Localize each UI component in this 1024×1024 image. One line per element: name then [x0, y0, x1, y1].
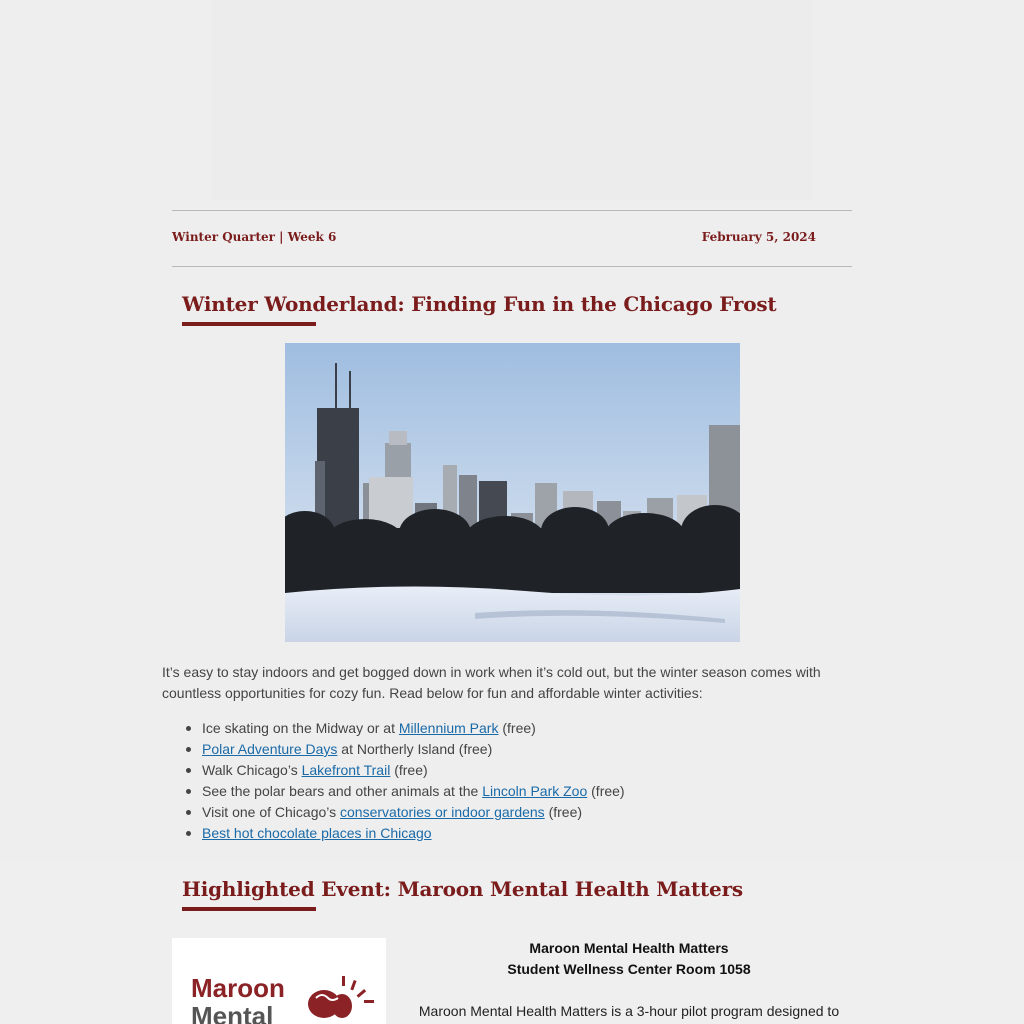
logo-line-2: Mental	[191, 1001, 274, 1024]
event-name: Maroon Mental Health Matters	[529, 940, 729, 956]
activity-text: Walk Chicago’s	[202, 762, 302, 778]
activities-list	[202, 718, 842, 844]
masthead-banner	[212, 0, 812, 200]
event-location: Student Wellness Center Room 1058	[507, 961, 751, 977]
activity-text: (free)	[587, 783, 625, 799]
list-item	[202, 823, 842, 844]
issue-quarter-week: Winter Quarter | Week 6	[172, 230, 337, 244]
event-info	[400, 938, 858, 1022]
divider-bottom	[172, 266, 852, 267]
logo-line-1: Maroon	[191, 973, 285, 1003]
event-title-underline	[182, 907, 316, 911]
issue-bar	[172, 230, 852, 250]
divider-top	[172, 210, 852, 211]
activity-text: (free)	[544, 804, 583, 820]
feature-title-underline	[182, 322, 316, 326]
event-description: Maroon Mental Health Matters is a 3-hour pilot program designed to	[418, 1003, 840, 1019]
bullet-icon	[186, 747, 191, 752]
link-millennium-park[interactable]: Millennium Park	[398, 720, 499, 736]
link-conservatories[interactable]: conservatories or indoor gardens	[340, 804, 545, 820]
link-lakefront-trail[interactable]: Lakefront Trail	[301, 762, 391, 778]
link-polar-adventure-days[interactable]: Polar Adventure Days	[202, 741, 338, 757]
activity-text: at Northerly Island (free)	[337, 741, 493, 757]
event-section-title: Highlighted Event: Maroon Mental Health Matters	[182, 877, 743, 901]
link-lincoln-park-zoo[interactable]: Lincoln Park Zoo	[482, 783, 588, 799]
logo-wordmark	[191, 974, 285, 1024]
bullet-icon	[186, 789, 191, 794]
list-item	[202, 802, 842, 823]
issue-date: February 5, 2024	[701, 230, 816, 244]
brain-sun-icon	[296, 974, 376, 1024]
feature-title: Winter Wonderland: Finding Fun in the Chicago Frost	[182, 292, 777, 316]
activity-text: Visit one of Chicago’s	[202, 804, 341, 820]
activity-text: See the polar bears and other animals at the	[202, 783, 483, 799]
link-hot-chocolate[interactable]: Best hot chocolate places in Chicago	[202, 825, 432, 841]
chicago-skyline-image	[285, 343, 740, 642]
list-item	[202, 739, 842, 760]
event-logo	[172, 938, 386, 1024]
bullet-icon	[186, 831, 191, 836]
list-item	[202, 718, 842, 739]
bullet-icon	[186, 726, 191, 731]
bullet-icon	[186, 768, 191, 773]
feature-intro: It’s easy to stay indoors and get bogged down in work when it’s cold out, but the winter season comes with countless opportunities for cozy fun. Read below for fun and affordable winter activities:	[162, 664, 821, 701]
activity-text: (free)	[498, 720, 536, 736]
list-item	[202, 760, 842, 781]
activity-text: Ice skating on the Midway or at	[202, 720, 399, 736]
list-item	[202, 781, 842, 802]
activity-text: (free)	[390, 762, 428, 778]
bullet-icon	[186, 810, 191, 815]
